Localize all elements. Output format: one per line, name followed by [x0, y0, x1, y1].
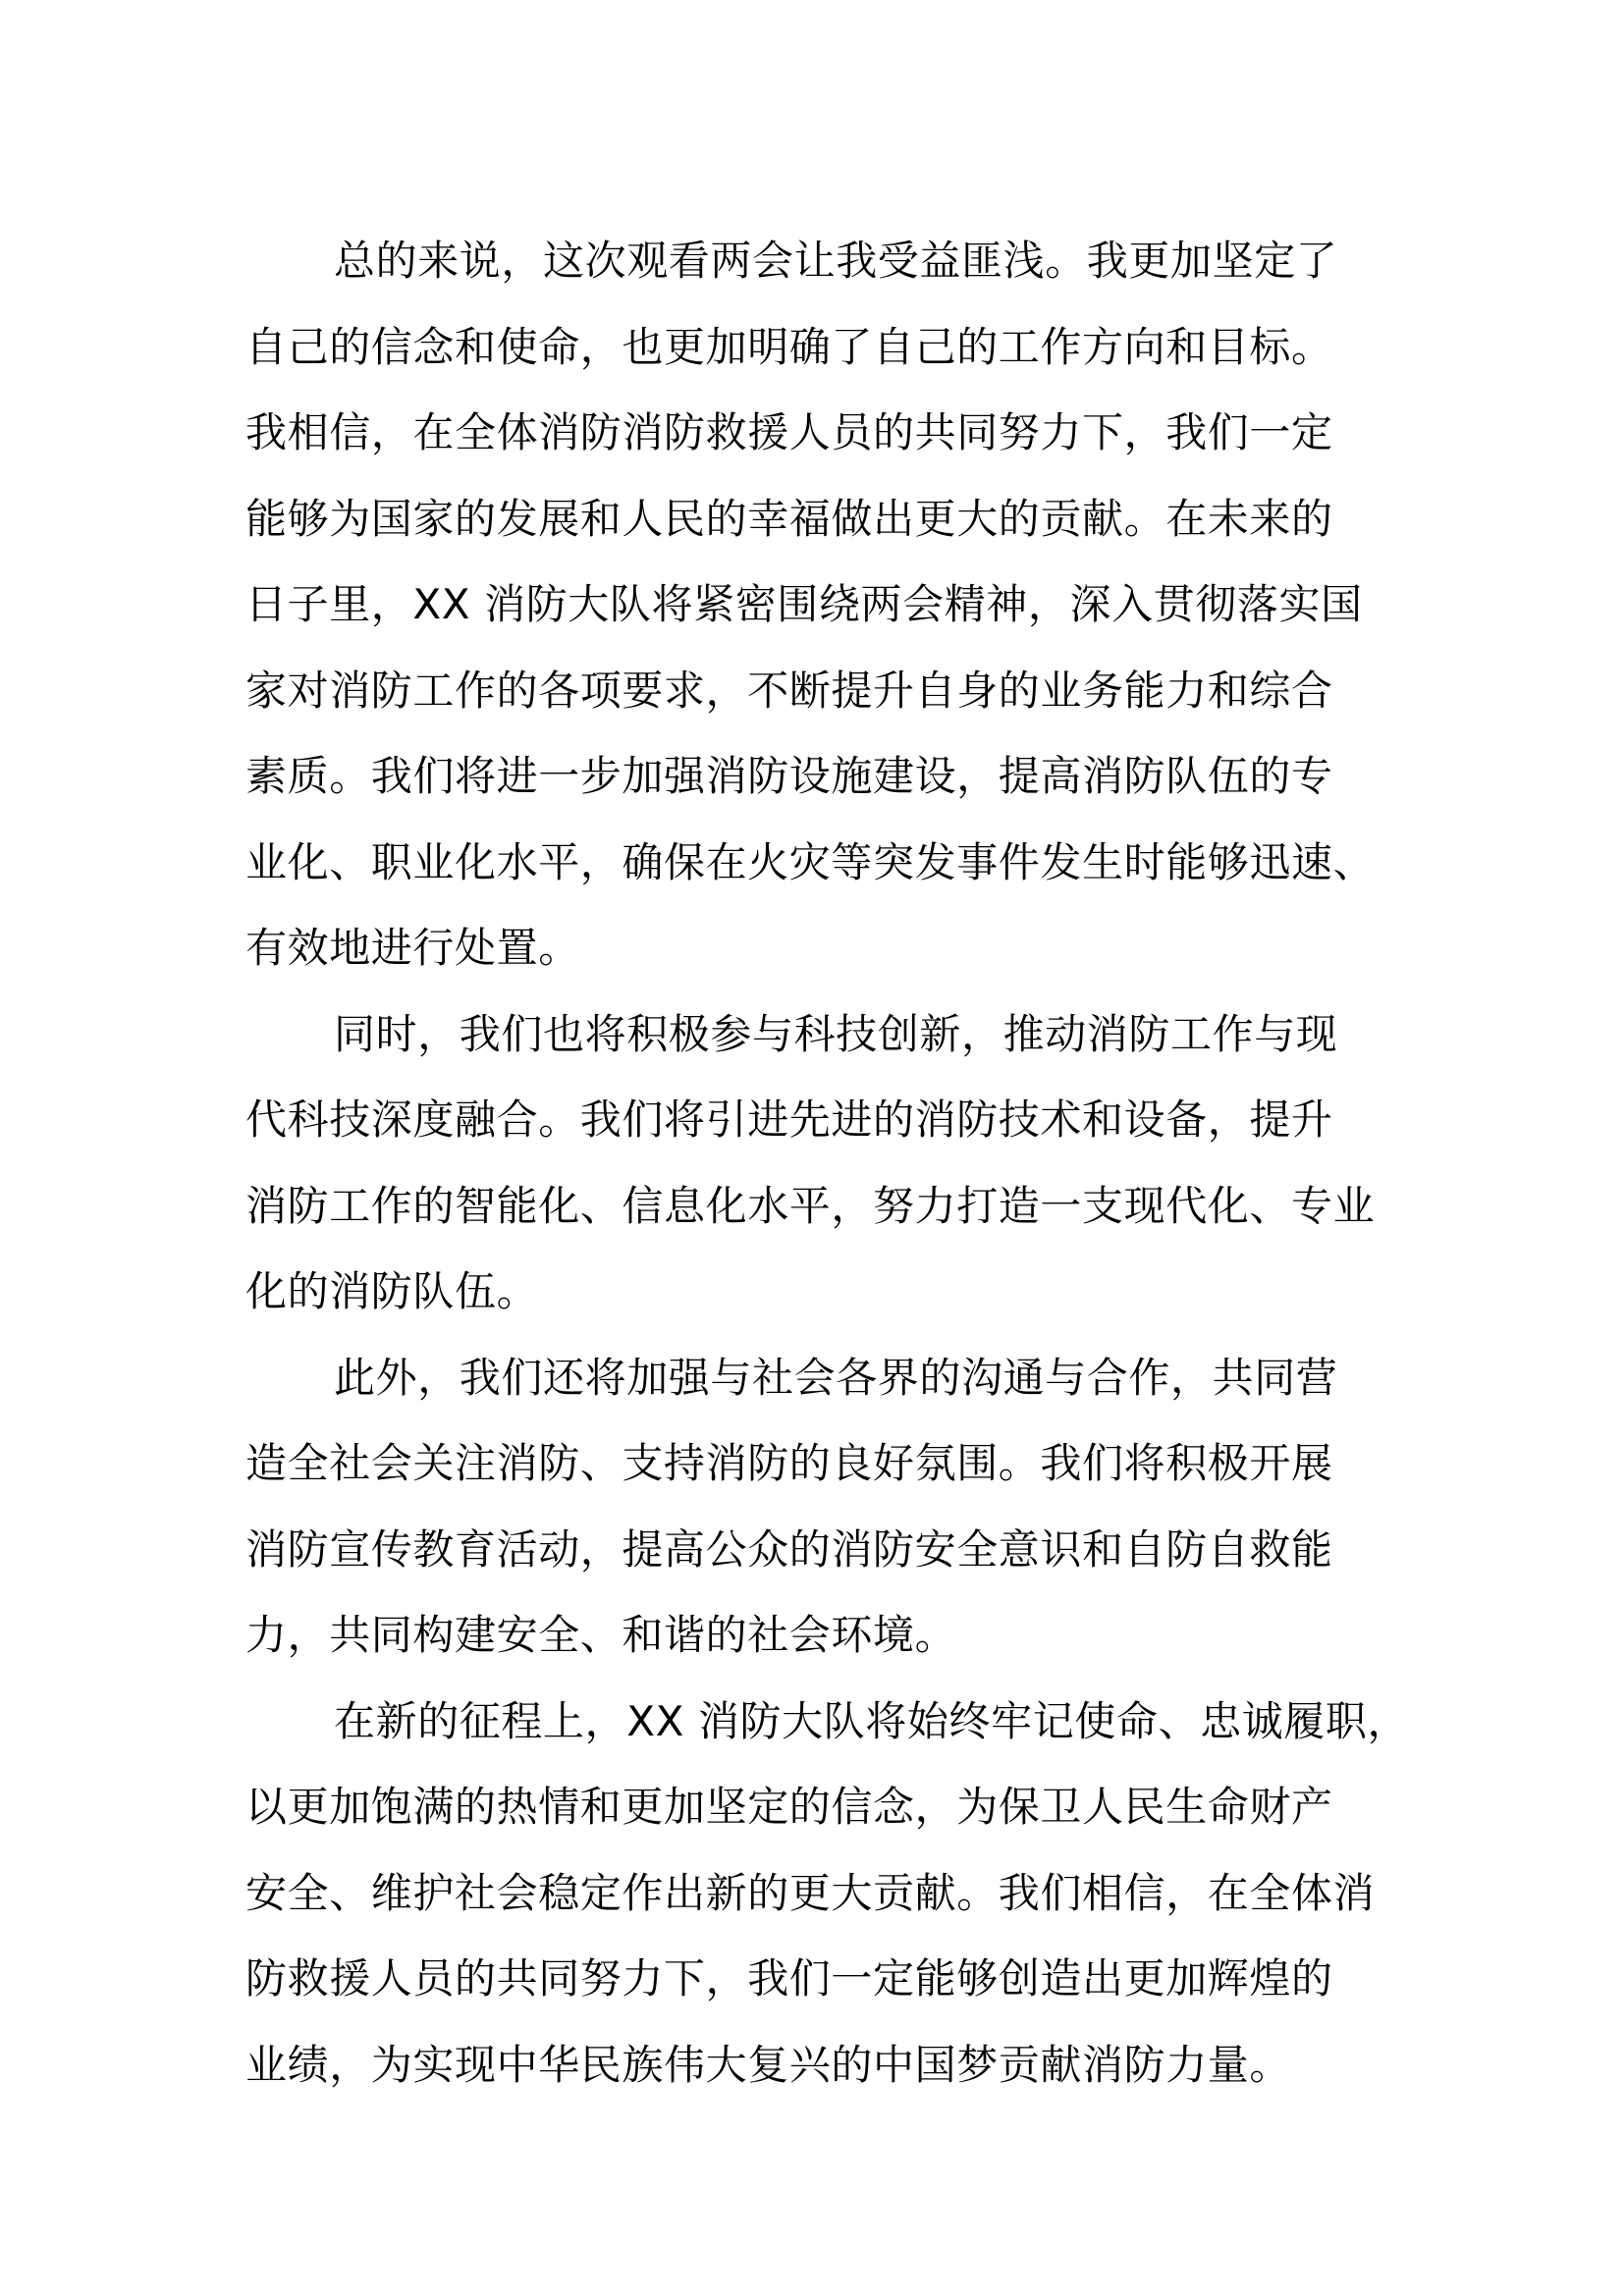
text-line: 有效地进行处置。 [245, 924, 580, 972]
text-line: 以更加饱满的热情和更加坚定的信念，为保卫人民生命财产 [245, 1783, 1333, 1831]
text-line: 防救援人员的共同努力下，我们一定能够创造出更加辉煌的 [245, 1954, 1333, 2002]
text-line: 此外，我们还将加强与社会各界的沟通与合作，共同营 [334, 1353, 1338, 1402]
text-line: 同时，我们也将积极参与科技创新，推动消防工作与现 [334, 1009, 1338, 1058]
text-line: 日子里，XX 消防大队将紧密围绕两会精神，深入贯彻落实国 [245, 580, 1363, 628]
text-line: 化的消防队伍。 [245, 1267, 539, 1315]
text-line: 业绩，为实现中华民族伟大复兴的中国梦贡献消防力量。 [245, 2040, 1292, 2089]
text-line: 在新的征程上，XX 消防大队将始终牢记使命、忠诚履职， [334, 1696, 1410, 1745]
document-page [245, 218, 1410, 2108]
text-line: 消防工作的智能化、信息化水平，努力打造一支现代化、专业 [245, 1181, 1376, 1230]
text-line: 造全社会关注消防、支持消防的良好氛围。我们将积极开展 [245, 1439, 1333, 1487]
paragraph-1 [245, 218, 1384, 991]
paragraph-3 [245, 1335, 1384, 1679]
paragraph-2 [245, 991, 1384, 1335]
text-line: 自己的信念和使命，也更加明确了自己的工作方向和目标。 [245, 322, 1333, 371]
text-line: 安全、维护社会稳定作出新的更大贡献。我们相信，在全体消 [245, 1868, 1376, 1917]
text-line: 能够为国家的发展和人民的幸福做出更大的贡献。在未来的 [245, 494, 1333, 543]
text-line: 总的来说，这次观看两会让我受益匪浅。我更加坚定了 [334, 237, 1338, 285]
text-line: 素质。我们将进一步加强消防设施建设，提高消防队伍的专 [245, 752, 1333, 800]
text-line: 业化、职业化水平，确保在火灾等突发事件发生时能够迅速、 [245, 837, 1376, 886]
paragraph-4 [245, 1679, 1410, 2109]
text-line: 消防宣传教育活动，提高公众的消防安全意识和自防自救能 [245, 1524, 1333, 1574]
text-line: 代科技深度融合。我们将引进先进的消防技术和设备，提升 [245, 1095, 1333, 1144]
text-line: 我相信，在全体消防消防救援人员的共同努力下，我们一定 [245, 408, 1333, 456]
text-line: 力，共同构建安全、和谐的社会环境。 [245, 1611, 957, 1659]
text-line: 家对消防工作的各项要求，不断提升自身的业务能力和综合 [245, 666, 1333, 715]
